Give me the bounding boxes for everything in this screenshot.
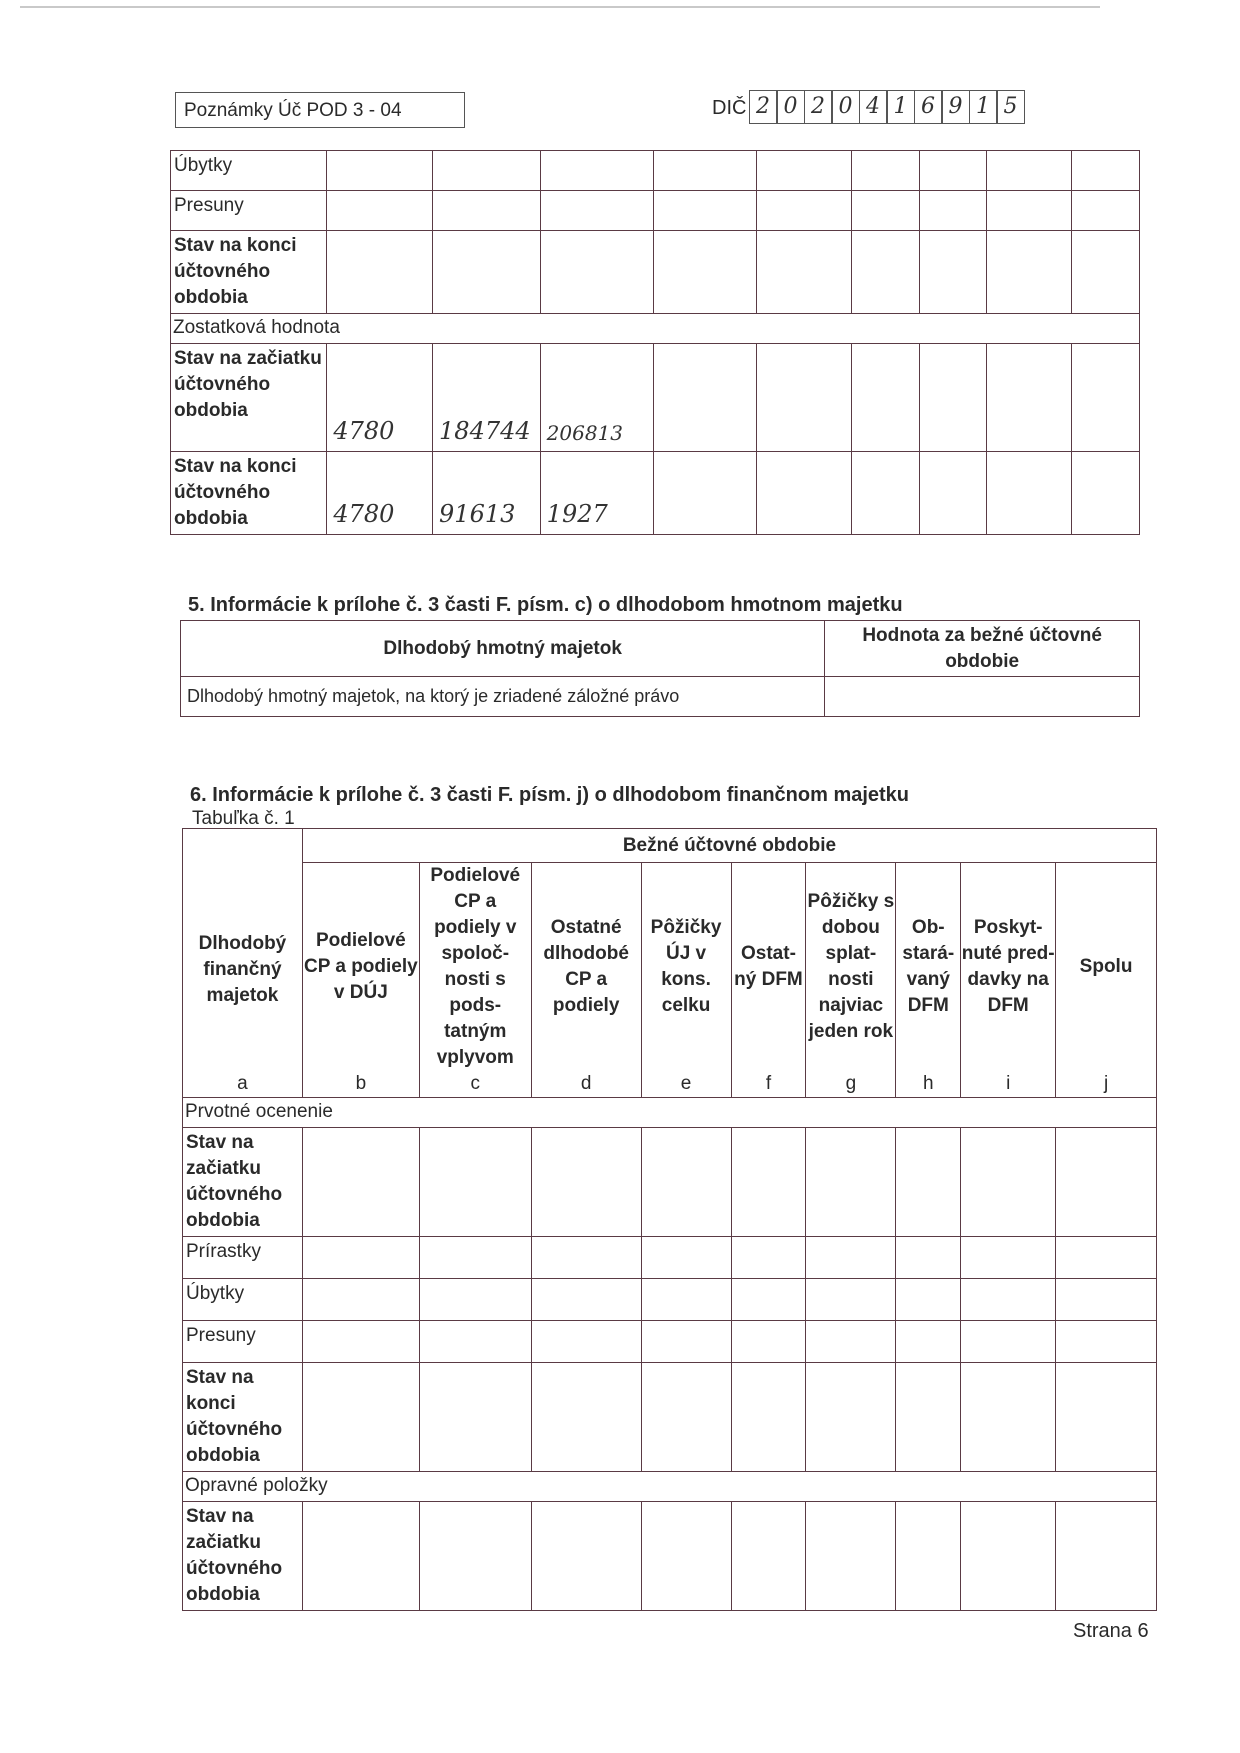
handwritten-value[interactable]: 206813 — [540, 344, 653, 452]
empty-cell[interactable] — [327, 151, 433, 191]
empty-cell[interactable] — [653, 191, 756, 231]
empty-cell[interactable] — [731, 1502, 806, 1611]
empty-cell[interactable] — [433, 151, 541, 191]
handwritten-value[interactable]: 1927 — [540, 452, 653, 535]
empty-cell[interactable] — [302, 1237, 419, 1279]
empty-cell[interactable] — [302, 1363, 419, 1472]
row-label: Úbytky — [171, 151, 327, 191]
column-header: Ostat- ný DFM — [731, 863, 806, 1072]
column-header: Podielové CP a podiely v spoloč- nosti s pods- tatným vplyvom — [419, 863, 531, 1072]
empty-cell[interactable] — [653, 344, 756, 452]
section-row — [171, 314, 1140, 344]
empty-cell[interactable] — [961, 1502, 1056, 1611]
table-row — [183, 1128, 1157, 1237]
handwritten-value[interactable]: 184744 — [433, 344, 541, 452]
dic-digit: 0 — [831, 90, 860, 124]
empty-cell[interactable] — [731, 1128, 806, 1237]
column-letter: a — [183, 1071, 303, 1098]
empty-cell[interactable] — [806, 1279, 896, 1321]
column-letter-row — [183, 1071, 1157, 1098]
row-label: Úbytky — [183, 1279, 303, 1321]
empty-cell[interactable] — [540, 151, 653, 191]
empty-cell[interactable] — [641, 1128, 731, 1237]
column-header: Dlhodobý hmotný majetok — [181, 621, 825, 677]
empty-cell[interactable] — [987, 151, 1071, 191]
empty-cell[interactable] — [433, 191, 541, 231]
table-row — [171, 452, 1140, 535]
empty-cell[interactable] — [419, 1237, 531, 1279]
row-label: Presuny — [183, 1321, 303, 1363]
handwritten-value[interactable]: 4780 — [327, 344, 433, 452]
empty-cell[interactable] — [896, 1321, 961, 1363]
empty-cell[interactable] — [419, 1279, 531, 1321]
row-label: Stav na začiatku účtovného obdobia — [183, 1128, 303, 1237]
page-number: Strana 6 — [1073, 1620, 1149, 1642]
column-header: Ostatné dlhodobé CP a podiely — [531, 863, 641, 1072]
column-letter: g — [806, 1071, 896, 1098]
empty-cell[interactable] — [919, 191, 986, 231]
form-id-box: Poznámky Úč POD 3 - 04 — [175, 92, 465, 128]
dic-digit: 1 — [969, 90, 998, 124]
empty-cell[interactable] — [419, 1321, 531, 1363]
empty-cell[interactable] — [896, 1502, 961, 1611]
empty-cell[interactable] — [540, 191, 653, 231]
column-header: Spolu — [1056, 863, 1157, 1072]
asset-table-top — [170, 150, 1140, 535]
table-row — [183, 1237, 1157, 1279]
empty-cell[interactable] — [987, 191, 1071, 231]
table-caption: Tabuľka č. 1 — [192, 808, 295, 829]
empty-cell[interactable] — [806, 1363, 896, 1472]
table-header-row — [181, 621, 1140, 677]
empty-cell[interactable] — [919, 452, 986, 535]
empty-cell[interactable] — [433, 231, 541, 314]
column-letter: i — [961, 1071, 1056, 1098]
table-row — [183, 1321, 1157, 1363]
empty-cell[interactable] — [641, 1363, 731, 1472]
table-row — [171, 231, 1140, 314]
handwritten-value[interactable]: 91613 — [433, 452, 541, 535]
empty-cell[interactable] — [302, 1279, 419, 1321]
empty-cell[interactable] — [852, 452, 919, 535]
section-label: Zostatková hodnota — [171, 314, 1140, 344]
empty-cell[interactable] — [1056, 1128, 1157, 1237]
dic-label: DIČ — [712, 97, 747, 119]
empty-cell[interactable] — [1056, 1502, 1157, 1611]
row-label: Stav na začiatku účtovného obdobia — [171, 344, 327, 452]
empty-cell[interactable] — [806, 1321, 896, 1363]
row-label: Stav na konci účtovného obdobia — [171, 231, 327, 314]
empty-cell[interactable] — [540, 231, 653, 314]
dic-digit: 6 — [914, 90, 943, 124]
column-header: Poskyt- nuté pred- davky na DFM — [961, 863, 1056, 1072]
empty-cell[interactable] — [987, 231, 1071, 314]
empty-cell[interactable] — [1056, 1237, 1157, 1279]
table-row — [171, 344, 1140, 452]
empty-cell[interactable] — [961, 1128, 1056, 1237]
empty-cell[interactable] — [852, 344, 919, 452]
empty-cell[interactable] — [961, 1321, 1056, 1363]
empty-cell[interactable] — [327, 191, 433, 231]
empty-cell[interactable] — [419, 1363, 531, 1472]
section-row — [183, 1472, 1157, 1502]
dic-digit: 2 — [749, 90, 778, 124]
empty-cell[interactable] — [987, 452, 1071, 535]
row-label: Dlhodobý hmotný majetok, na ktorý je zriadené záložné právo — [181, 677, 825, 717]
empty-cell[interactable] — [653, 452, 756, 535]
empty-cell[interactable] — [653, 231, 756, 314]
table-row — [181, 677, 1140, 717]
empty-cell[interactable] — [756, 191, 852, 231]
empty-cell[interactable] — [641, 1321, 731, 1363]
table-row — [183, 1363, 1157, 1472]
empty-cell[interactable] — [1071, 151, 1139, 191]
empty-cell[interactable] — [961, 1237, 1056, 1279]
row-label: Presuny — [171, 191, 327, 231]
column-letter: b — [302, 1071, 419, 1098]
empty-cell[interactable] — [756, 452, 852, 535]
column-header: Pôžičky s dobou splat- nosti najviac jeden rok — [806, 863, 896, 1072]
column-header: Hodnota za bežné účtovné obdobie — [825, 621, 1140, 677]
empty-cell[interactable] — [919, 151, 986, 191]
empty-cell[interactable] — [919, 344, 986, 452]
dic-digit: 1 — [886, 90, 915, 124]
row-label: Stav na konci účtovného obdobia — [183, 1363, 303, 1472]
empty-cell[interactable] — [806, 1128, 896, 1237]
dic-digit: 5 — [996, 90, 1025, 124]
empty-cell[interactable] — [302, 1502, 419, 1611]
empty-cell[interactable] — [896, 1128, 961, 1237]
table-row — [171, 151, 1140, 191]
column-letter: j — [1056, 1071, 1157, 1098]
empty-cell[interactable] — [531, 1502, 641, 1611]
empty-cell[interactable] — [1071, 344, 1139, 452]
column-letter: c — [419, 1071, 531, 1098]
empty-cell[interactable] — [896, 1279, 961, 1321]
empty-cell[interactable] — [531, 1321, 641, 1363]
empty-cell[interactable] — [731, 1279, 806, 1321]
empty-cell[interactable] — [852, 191, 919, 231]
empty-cell[interactable] — [1056, 1279, 1157, 1321]
column-letter: d — [531, 1071, 641, 1098]
empty-cell[interactable] — [896, 1237, 961, 1279]
dic-digit: 9 — [941, 90, 970, 124]
empty-cell[interactable] — [806, 1502, 896, 1611]
column-header: Dlhodobý finančný majetok — [183, 829, 303, 1072]
scan-top-edge — [20, 6, 1100, 8]
column-header: Podielové CP a podiely v DÚJ — [302, 863, 419, 1072]
period-header: Bežné účtovné obdobie — [302, 829, 1156, 863]
empty-cell[interactable] — [419, 1128, 531, 1237]
empty-cell[interactable] — [302, 1321, 419, 1363]
empty-cell[interactable] — [1071, 191, 1139, 231]
column-header: Pôžičky ÚJ v kons. celku — [641, 863, 731, 1072]
empty-cell[interactable] — [531, 1237, 641, 1279]
section-label: Opravné položky — [183, 1472, 1157, 1502]
section-6-title: 6. Informácie k prílohe č. 3 časti F. písm. j) o dlhodobom finančnom majetku — [190, 784, 910, 806]
empty-cell[interactable] — [531, 1363, 641, 1472]
empty-cell[interactable] — [852, 151, 919, 191]
empty-cell[interactable] — [987, 344, 1071, 452]
column-letter: f — [731, 1071, 806, 1098]
section-row — [183, 1098, 1157, 1128]
column-header: Ob- stará- vaný DFM — [896, 863, 961, 1072]
dic-boxes — [750, 90, 1025, 124]
empty-cell[interactable] — [302, 1128, 419, 1237]
dic-digit: 2 — [804, 90, 833, 124]
empty-cell[interactable] — [1056, 1363, 1157, 1472]
empty-cell[interactable] — [531, 1128, 641, 1237]
empty-cell[interactable] — [641, 1279, 731, 1321]
empty-cell[interactable] — [756, 151, 852, 191]
empty-cell[interactable] — [641, 1237, 731, 1279]
empty-cell[interactable] — [896, 1363, 961, 1472]
dic-digit: 4 — [859, 90, 888, 124]
financial-assets-table — [182, 828, 1157, 1611]
empty-cell[interactable] — [806, 1237, 896, 1279]
empty-cell[interactable] — [756, 231, 852, 314]
empty-cell[interactable] — [731, 1363, 806, 1472]
empty-cell[interactable] — [731, 1237, 806, 1279]
empty-cell[interactable] — [919, 231, 986, 314]
empty-cell[interactable] — [1071, 452, 1139, 535]
empty-cell[interactable] — [419, 1502, 531, 1611]
table-header-row — [183, 863, 1157, 1072]
value-cell[interactable] — [825, 677, 1140, 717]
tangible-assets-table — [180, 620, 1140, 717]
column-letter: h — [896, 1071, 961, 1098]
dic-digit: 0 — [776, 90, 805, 124]
empty-cell[interactable] — [731, 1321, 806, 1363]
column-letter: e — [641, 1071, 731, 1098]
row-label: Prírastky — [183, 1237, 303, 1279]
empty-cell[interactable] — [852, 231, 919, 314]
empty-cell[interactable] — [756, 344, 852, 452]
empty-cell[interactable] — [531, 1279, 641, 1321]
section-5-title: 5. Informácie k prílohe č. 3 časti F. písm. c) o dlhodobom hmotnom majetku — [188, 594, 903, 616]
empty-cell[interactable] — [1056, 1321, 1157, 1363]
table-row — [183, 1502, 1157, 1611]
table-row — [183, 1279, 1157, 1321]
empty-cell[interactable] — [641, 1502, 731, 1611]
table-row — [171, 191, 1140, 231]
empty-cell[interactable] — [653, 151, 756, 191]
empty-cell[interactable] — [961, 1279, 1056, 1321]
section-label: Prvotné ocenenie — [183, 1098, 1157, 1128]
handwritten-value[interactable]: 4780 — [327, 452, 433, 535]
empty-cell[interactable] — [327, 231, 433, 314]
empty-cell[interactable] — [961, 1363, 1056, 1472]
table-header-row — [183, 829, 1157, 863]
row-label: Stav na začiatku účtovného obdobia — [183, 1502, 303, 1611]
empty-cell[interactable] — [1071, 231, 1139, 314]
row-label: Stav na konci účtovného obdobia — [171, 452, 327, 535]
